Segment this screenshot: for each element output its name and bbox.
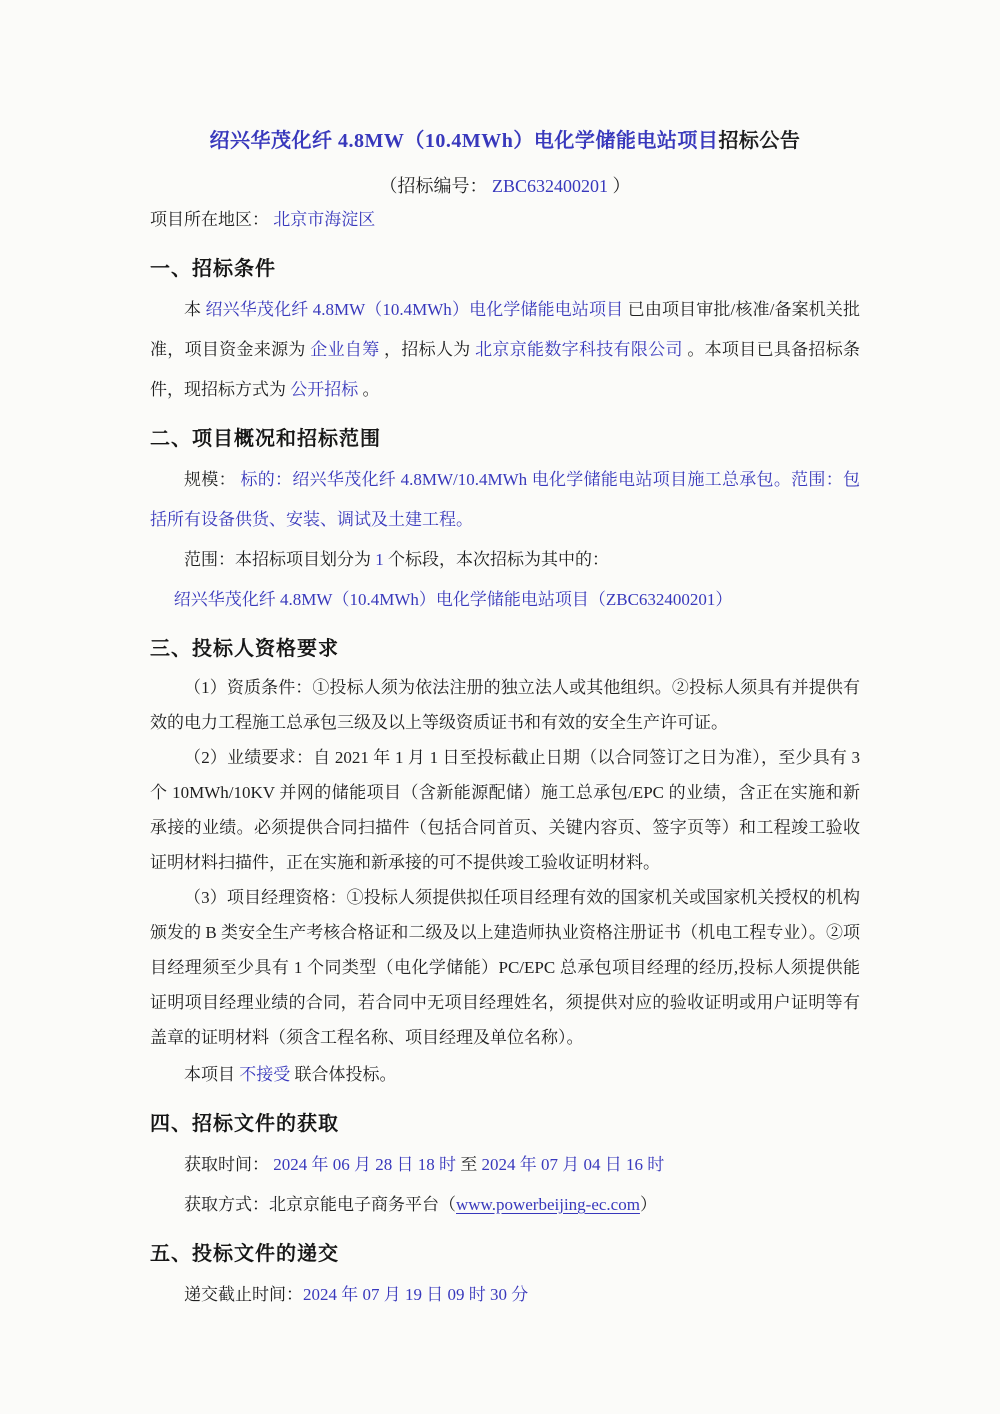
text-segment: 2024 年 06 月 28 日 18 时 [273, 1155, 456, 1174]
paragraph-acquisition-method [150, 1185, 860, 1225]
text-segment: 北京市海淀区 [273, 210, 376, 229]
text-segment: （招标编号： [379, 176, 492, 196]
text-segment: ，招标人为 [379, 340, 476, 359]
paragraph-qualification-3 [150, 880, 860, 1055]
text-segment: 北京京能数字科技有限公司 [475, 340, 683, 359]
text-segment: 规模： [184, 470, 241, 489]
section-heading-document-acquisition: 四、招标文件的获取 [150, 1113, 339, 1135]
text-segment: 。 [358, 380, 380, 399]
paragraph-scale [150, 460, 860, 540]
text-segment: 不接受 [239, 1065, 291, 1084]
tender-number-line [150, 172, 860, 200]
text-segment: （3）项目经理资格：①投标人须提供拟任项目经理有效的国家机关或国家机关授权的机构颁发的 B 类安全生产考核合格证和二级及以上建造师执业资格注册证书（机电工程专业）。②项目经理须至少具有 1 个同类型（电化学储能）PC/EPC 总承包项目经理的经历,投标人须提供能证明项目经理业绩的合同，若合同中无项目经理姓名，须提供对应的验收证明或用户证明等有盖章的证明材料（须含工程名称、项目经理及单位名称）。 [150, 888, 860, 1047]
text-segment: 绍兴华茂化纤 4.8MW（10.4MWh）电化学储能电站项目 [209, 130, 719, 152]
text-segment: 已由项目审批/核准/备案机关批准，项目资金来源为 [150, 300, 861, 359]
paragraph-tender-conditions [150, 290, 860, 410]
text-segment: 联合体投标。 [290, 1065, 397, 1084]
text-segment: 绍兴华茂化纤 4.8MW（10.4MWh）电化学储能电站项目（ZBC632400201） [173, 590, 733, 609]
text-segment: 递交截止时间： [184, 1285, 303, 1304]
paragraph-submission-deadline [150, 1275, 860, 1315]
text-segment: 1 [375, 550, 384, 569]
text-segment: 获取时间： [184, 1155, 274, 1174]
text-segment: （1）资质条件：①投标人须为依法注册的独立法人或其他组织。②投标人须具有并提供有效的电力工程施工总承包三级及以上等级资质证书和有效的安全生产许可证。 [150, 678, 860, 732]
text-segment: （2）业绩要求：自 2021 年 1 月 1 日至投标截止日期（以合同签订之日为准），至少具有 3 个 10MWh/10KV 并网的储能项目（含新能源配储）施工总承包/EPC 的业绩，含正在实施和新承接的业绩。必须提供合同扫描件（包括合同首页、关键内容页、签字页等）和工程竣工验收证明材料扫描件，正在实施和新承接的可不提供竣工验收证明材料。 [150, 748, 860, 872]
text-segment: 招标公告 [718, 130, 801, 152]
text-segment: 范围：本招标项目划分为 [184, 550, 376, 569]
section-heading-project-overview: 二、项目概况和招标范围 [150, 428, 381, 450]
document-title [150, 126, 860, 156]
paragraph-qualification-1 [150, 670, 860, 740]
text-segment: ZBC632400201 [491, 176, 608, 196]
text-segment: 标的：绍兴华茂化纤 4.8MW/10.4MWh 电化学储能电站项目施工总承包。范围：包括所有设备供货、安装、调试及土建工程。 [150, 470, 861, 529]
section-heading-tender-conditions: 一、招标条件 [150, 258, 276, 280]
section-heading-bid-submission: 五、投标文件的递交 [150, 1243, 339, 1265]
paragraph-acquisition-time [150, 1145, 860, 1185]
text-segment: 个标段，本次招标为其中的： [383, 550, 609, 569]
text-segment: 本项目 [184, 1065, 240, 1084]
text-segment: 2024 年 07 月 04 日 16 时 [481, 1155, 665, 1174]
text-segment: 2024 年 07 月 19 日 09 时 30 分 [303, 1285, 529, 1304]
text-segment: 至 [456, 1155, 482, 1174]
text-segment: ） [639, 1195, 657, 1214]
text-segment: 。本项目已具备招标条件，现招标方式为 [150, 340, 861, 399]
paragraph-qualification-2 [150, 740, 860, 880]
project-location-line [150, 200, 860, 240]
website-link[interactable]: www.powerbeijing-ec.com [456, 1195, 640, 1214]
text-segment: 绍兴华茂化纤 4.8MW（10.4MWh）电化学储能电站项目 [205, 300, 624, 319]
text-segment: 获取方式：北京京能电子商务平台（ [184, 1195, 456, 1214]
text-segment: 公开招标 [290, 380, 359, 399]
text-segment: 本 [184, 300, 206, 319]
text-segment: ） [608, 176, 631, 196]
paragraph-consortium-note [150, 1055, 860, 1095]
paragraph-scope [150, 540, 860, 580]
section-heading-bidder-qualifications: 三、投标人资格要求 [150, 638, 339, 660]
paragraph-lot-name [150, 580, 860, 620]
text-segment: 企业自筹 [310, 340, 380, 359]
text-segment: 项目所在地区： [150, 210, 274, 229]
